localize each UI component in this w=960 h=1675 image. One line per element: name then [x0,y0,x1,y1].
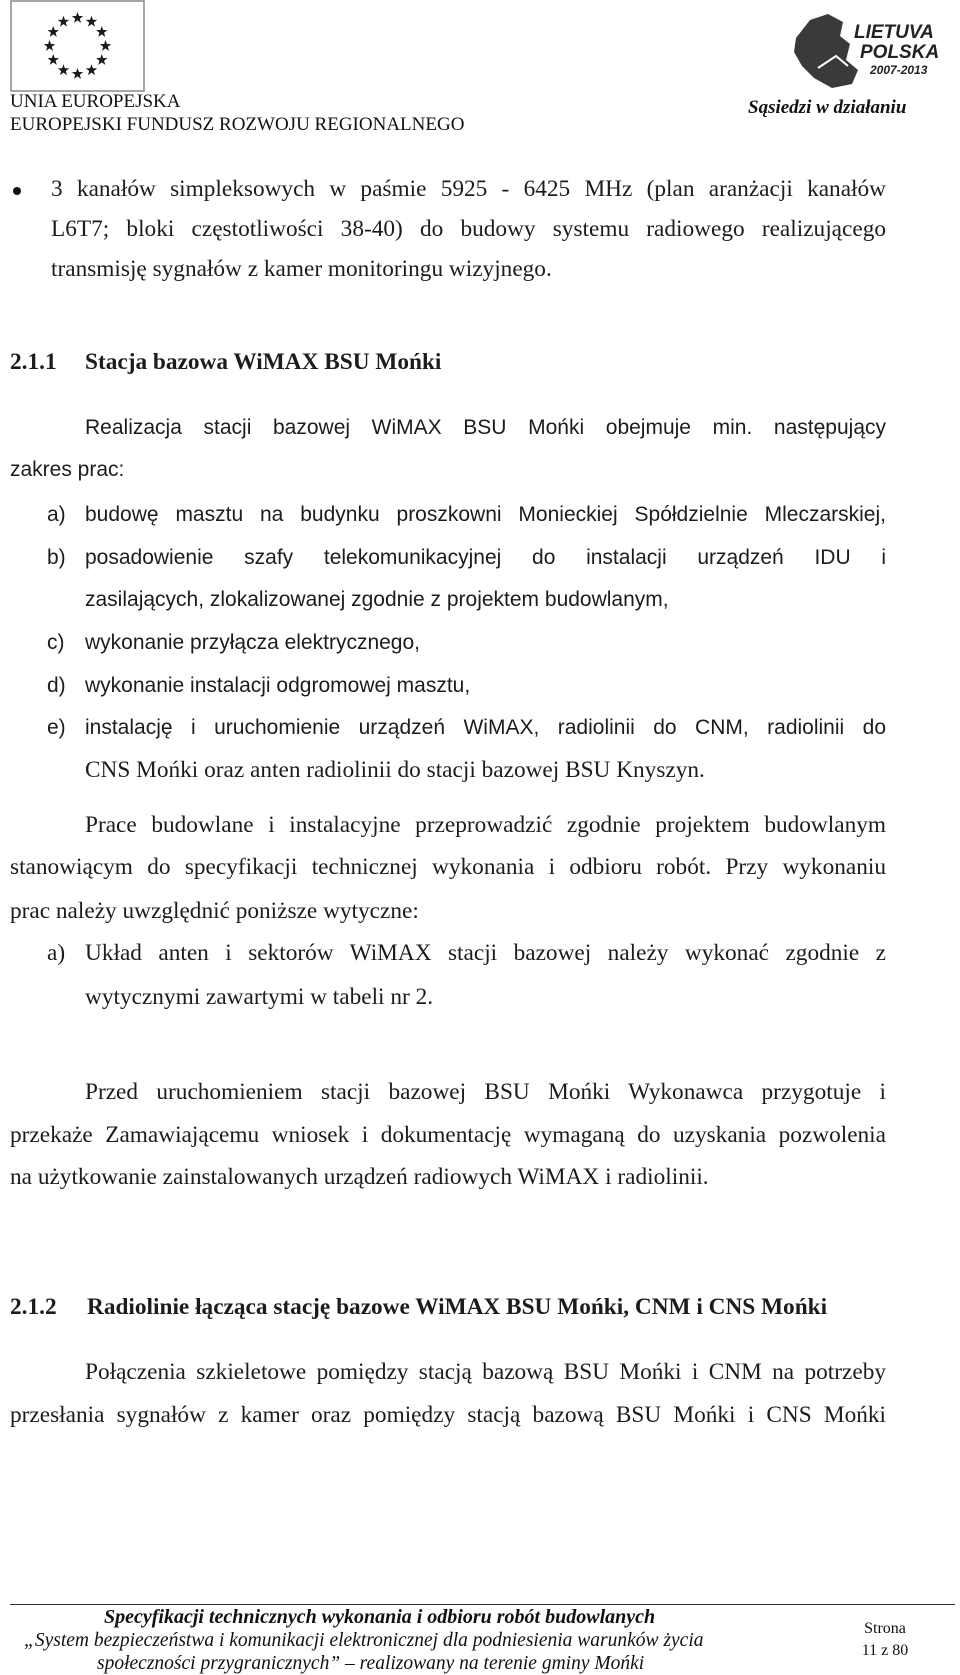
item-e-line-2: CNS Mońki oraz anten radiolinii do stacji bazowej BSU Knyszyn. [85,757,705,783]
para2-line-3: prac należy uwzględnić poniższe wytyczne: [10,898,419,924]
para2-line-2: stanowiącym do specyfikacji technicznej wykonania i odbioru robót. Przy wykonaniu [10,854,886,880]
section-title-211: Stacja bazowa WiMAX BSU Mońki [85,349,442,375]
page-indicator [850,1618,920,1662]
item-b-line-2: zasilających, zlokalizowanej zgodnie z projektem budowlanym, [85,588,669,611]
footer-divider [10,1604,955,1605]
item-label-c: c) [47,631,65,654]
page-label: Strona [864,1620,906,1637]
item-d-line-1: wykonanie instalacji odgromowej masztu, [85,674,471,697]
section-212-line-1: Połączenia szkieletowe pomiędzy stacją bazową BSU Mońki i CNM na potrzeby [85,1359,886,1385]
section-number-212: 2.1.2 [10,1294,57,1320]
para3-line-3: na użytkowanie zainstalowanych urządzeń radiowych WiMAX i radiolinii. [10,1164,709,1190]
bullet-line-1: 3 kanałów simpleksowych w paśmie 5925 - 6425 MHz (plan aranżacji kanałów [51,176,886,202]
intro-line-2: zakres prac: [10,458,125,481]
logo-years: 2007-2013 [870,63,928,77]
program-motto: Sąsiedzi w działaniu [748,97,907,118]
item-label-a: a) [47,503,66,526]
bullet-line-3: transmisję sygnałów z kamer monitoringu wizyjnego. [51,256,552,282]
logo-word-polska: POLSKA [860,42,940,63]
erdf-fund-label: EUROPEJSKI FUNDUSZ ROZWOJU REGIONALNEGO [10,114,465,135]
item-a-line-1: budowę masztu na budynku proszkowni Monieckiej Spółdzielnie Mleczarskiej, [85,503,886,526]
section-title-212: Radiolinie łącząca stację bazowe WiMAX BSU Mońki, CNM i CNS Mońki [87,1294,828,1320]
item-label-d: d) [47,674,66,697]
footer-project-line-2: społeczności przygranicznych” – realizowany na terenie gminy Mońki [97,1653,645,1674]
map-silhouette-icon [794,14,858,88]
para2-line-1: Prace budowlane i instalacyjne przeprowadzić zgodnie projektem budowlanym [85,812,886,838]
item-c-line-1: wykonanie przyłącza elektrycznego, [85,631,420,654]
footer-title: Specyfikacji technicznych wykonania i odbioru robót budowlanych [104,1606,656,1628]
page-number: 11 z 80 [861,1642,909,1659]
bullet-icon [13,187,21,195]
intro-line-1: Realizacja stacji bazowej WiMAX BSU Mońki obejmuje min. następujący [85,416,886,439]
para3-line-1: Przed uruchomieniem stacji bazowej BSU Mońki Wykonawca przygotuje i [85,1079,886,1105]
item-a2-line-2: wytycznymi zawartymi w tabeli nr 2. [85,984,434,1010]
item-b-line-1: posadowienie szafy telekomunikacyjnej do instalacji urządzeń IDU i [85,546,886,569]
item-e-line-1: instalację i uruchomienie urządzeń WiMAX, radiolinii do CNM, radiolinii do [85,716,886,739]
section-212-line-2: przesłania sygnałów z kamer oraz pomiędzy stacją bazową BSU Mońki i CNS Mońki [10,1402,886,1428]
item-label-e: e) [47,716,66,739]
eu-union-label: UNIA EUROPEJSKA [10,91,181,112]
para3-line-2: przekaże Zamawiającemu wniosek i dokumentację wymaganą do uzyskania pozwolenia [10,1122,886,1148]
eu-flag-logo [10,0,145,92]
logo-word-lietuva: LIETUVA [854,22,934,43]
item-label-b: b) [47,546,66,569]
bullet-line-2: L6T7; bloki częstotliwości 38-40) do budowy systemu radiowego realizującego [51,216,886,242]
lietuva-polska-logo [788,8,943,93]
item-a2-line-1: Układ anten i sektorów WiMAX stacji bazowej należy wykonać zgodnie z [85,940,886,966]
item-label-a2: a) [47,940,66,966]
footer-project-line-1: „System bezpieczeństwa i komunikacji elektronicznej dla podniesienia warunków życia [24,1630,704,1651]
section-number-211: 2.1.1 [10,349,57,375]
